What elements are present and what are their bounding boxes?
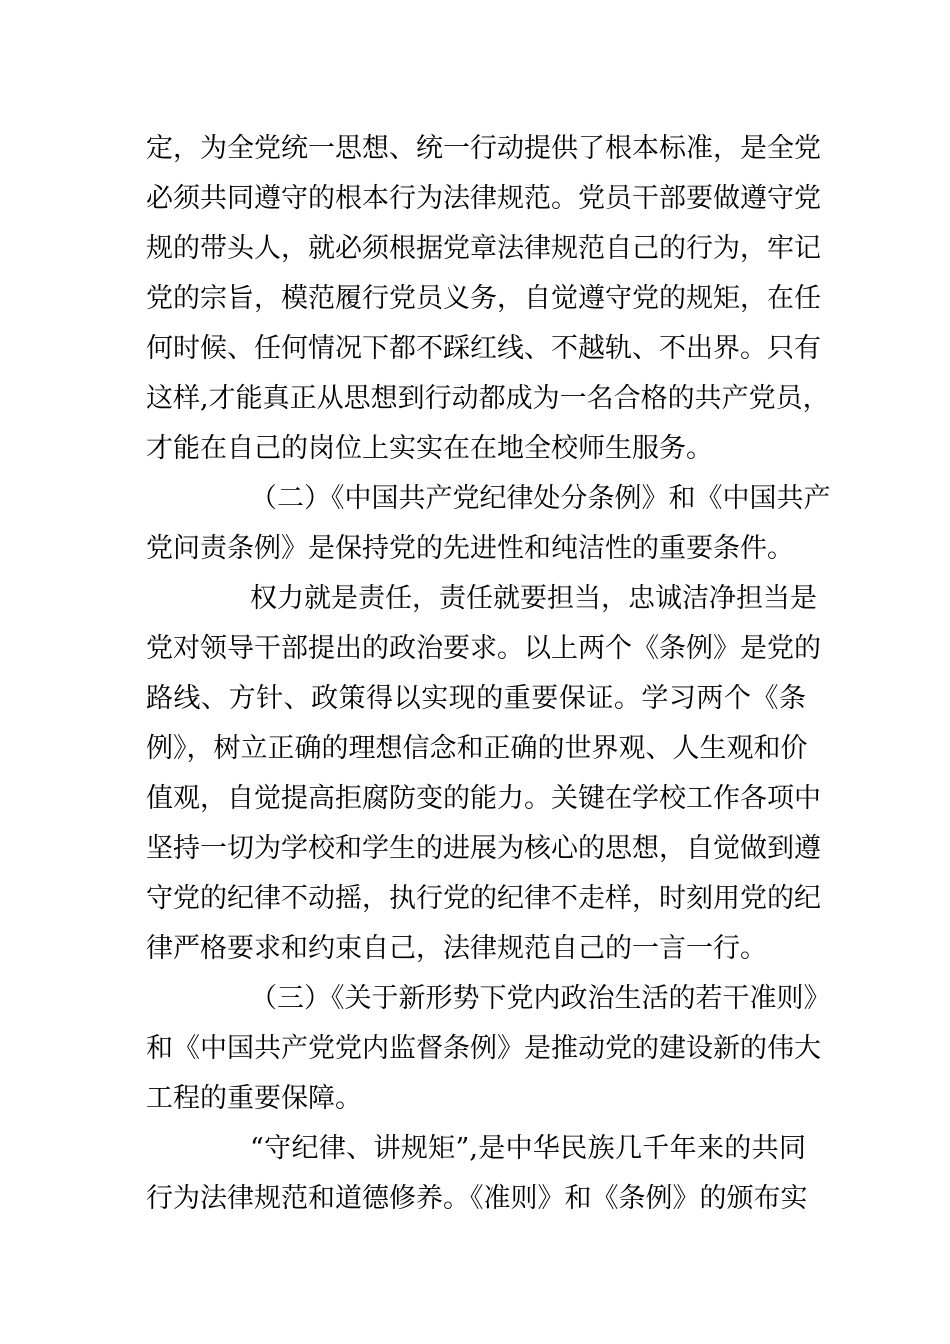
text-line: 这样,才能真正从思想到行动都成为一名合格的共产党员， [146,383,830,414]
section-heading-line: 工程的重要保障。 [146,1083,362,1114]
text-line: 路线、方针、政策得以实现的重要保证。学习两个《条 [146,683,806,714]
text-line: 定，为全党统一思想、统一行动提供了根本标准，是全党 [146,133,821,164]
text-line: 行为法律规范和道德修养。《准则》和《条例》的颁布实 [146,1183,808,1214]
text-line: 律严格要求和约束自己，法律规范自己的一言一行。 [146,933,767,964]
text-line: 党的宗旨，模范履行党员义务，自觉遵守党的规矩，在任 [146,283,821,314]
section-heading-line: （二）《中国共产党纪律处分条例》和《中国共产 [250,483,831,514]
section-heading-line: （三）《关于新形势下党内政治生活的若干准则》 [250,983,831,1014]
text-line: 坚持一切为学校和学生的进展为核心的思想，自觉做到遵 [146,833,821,864]
section-heading-line: 党问责条例》是保持党的先进性和纯洁性的重要条件。 [146,533,794,564]
text-line: 例》，树立正确的理想信念和正确的世界观、人生观和价 [146,733,808,764]
text-line: 党对领导干部提出的政治要求。以上两个《条例》是党的 [146,633,821,664]
text-line: 值观，自觉提高拒腐防变的能力。关键在学校工作各项中 [146,783,821,814]
text-line: 权力就是责任，责任就要担当，忠诚洁净担当是 [250,583,817,614]
text-line: 何时候、任何情况下都不踩红线、不越轨、不出界。只有 [146,333,821,364]
text-line: 必须共同遵守的根本行为法律规范。党员干部要做遵守党 [146,183,821,214]
text-line: “守纪律、讲规矩”,是中华民族几千年来的共同 [250,1133,806,1164]
text-line: 守党的纪律不动摇，执行党的纪律不走样，时刻用党的纪 [146,883,821,914]
text-line: 才能在自己的岗位上实实在在地全校师生服务。 [146,433,713,464]
text-line: 规的带头人，就必须根据党章法律规范自己的行为，牢记 [146,233,821,264]
section-heading-line: 和《中国共产党党内监督条例》是推动党的建设新的伟大 [146,1033,821,1064]
